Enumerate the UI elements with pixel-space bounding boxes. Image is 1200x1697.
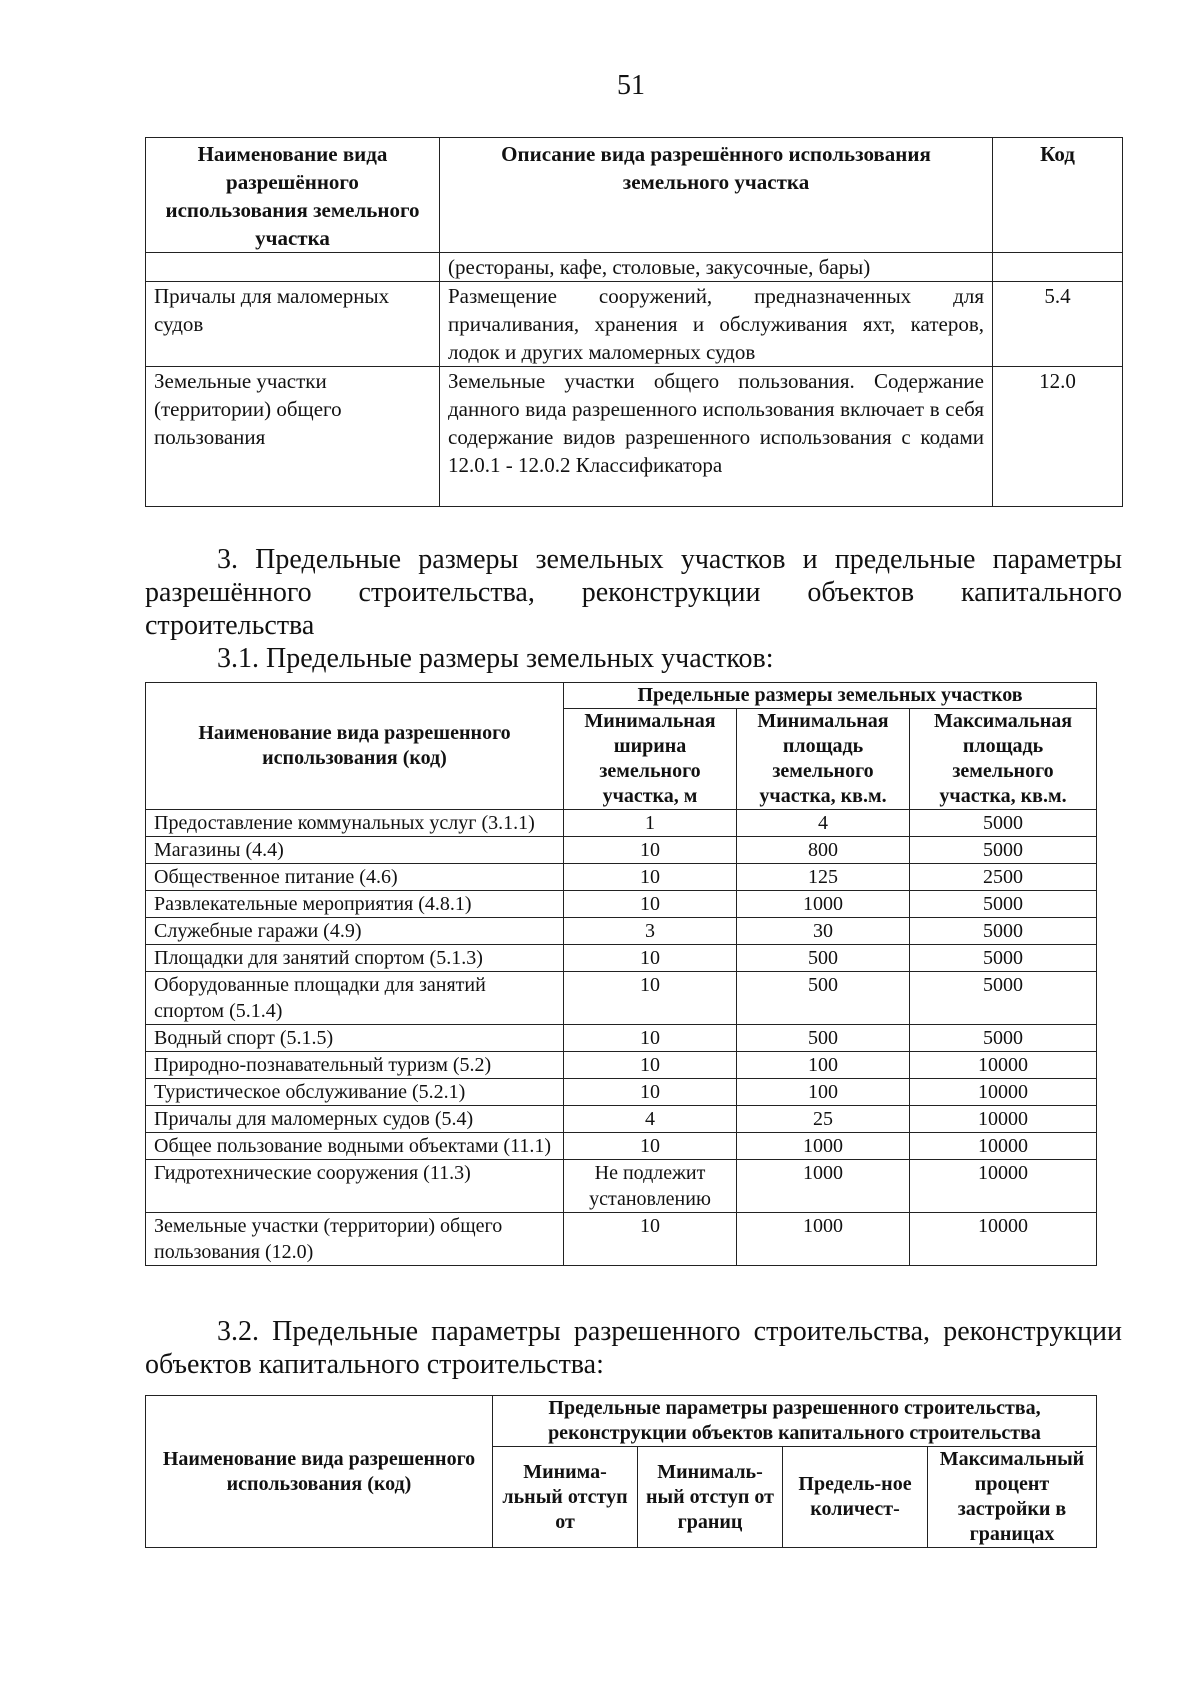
cell-name: Земельные участки (территории) общего пользования [146, 367, 440, 507]
table-header-row [146, 138, 1123, 253]
table-row [146, 367, 1123, 507]
table-row [146, 1160, 1097, 1213]
header-max-floors: Предель-ное количест- [783, 1447, 928, 1548]
table-row [146, 945, 1097, 972]
header-size-limits-group: Предельные размеры земельных участков [564, 683, 1097, 709]
cell-min-area: 500 [737, 945, 910, 972]
cell-min-width: Не подлежит установлению [564, 1160, 737, 1213]
cell-min-area: 500 [737, 1025, 910, 1052]
cell-min-area: 500 [737, 972, 910, 1025]
cell-min-width: 10 [564, 972, 737, 1025]
table-row [146, 972, 1097, 1025]
cell-min-width: 1 [564, 810, 737, 837]
header-max-area: Максимальная площадь земельного участка, кв.м. [910, 709, 1097, 810]
cell-max-area: 2500 [910, 864, 1097, 891]
cell-min-width: 10 [564, 1052, 737, 1079]
cell-min-width: 10 [564, 1079, 737, 1106]
table-row [146, 253, 1123, 282]
section-3-1-heading: 3.1. Предельные размеры земельных участков: [217, 643, 774, 674]
cell-max-area: 5000 [910, 837, 1097, 864]
cell-land-use: Водный спорт (5.1.5) [146, 1025, 564, 1052]
header-max-coverage: Максимальный процент застройки в границах [928, 1447, 1097, 1548]
cell-code [993, 253, 1123, 282]
cell-max-area: 5000 [910, 1025, 1097, 1052]
cell-land-use: Причалы для маломерных судов (5.4) [146, 1106, 564, 1133]
cell-min-area: 30 [737, 918, 910, 945]
cell-min-area: 100 [737, 1052, 910, 1079]
cell-min-width: 10 [564, 1025, 737, 1052]
table-row [146, 1052, 1097, 1079]
cell-land-use: Земельные участки (территории) общего пользования (12.0) [146, 1213, 564, 1266]
cell-land-use: Оборудованные площадки для занятий спортом (5.1.4) [146, 972, 564, 1025]
cell-min-area: 125 [737, 864, 910, 891]
cell-max-area: 10000 [910, 1213, 1097, 1266]
cell-land-use: Площадки для занятий спортом (5.1.3) [146, 945, 564, 972]
cell-min-width: 10 [564, 837, 737, 864]
cell-land-use: Магазины (4.4) [146, 837, 564, 864]
header-land-use-name: Наименование вида разрешенного использования (код) [146, 683, 564, 810]
cell-min-width: 10 [564, 945, 737, 972]
cell-min-area: 1000 [737, 1160, 910, 1213]
cell-min-width: 3 [564, 918, 737, 945]
cell-min-width: 4 [564, 1106, 737, 1133]
table-row [146, 1133, 1097, 1160]
cell-max-area: 5000 [910, 945, 1097, 972]
cell-min-area: 1000 [737, 891, 910, 918]
table-row [146, 1079, 1097, 1106]
cell-min-area: 1000 [737, 1133, 910, 1160]
table-row [146, 918, 1097, 945]
cell-max-area: 10000 [910, 1052, 1097, 1079]
cell-min-width: 10 [564, 1213, 737, 1266]
cell-description: (рестораны, кафе, столовые, закусочные, бары) [440, 253, 993, 282]
cell-land-use: Туристическое обслуживание (5.2.1) [146, 1079, 564, 1106]
cell-max-area: 10000 [910, 1106, 1097, 1133]
table-header-row [146, 1396, 1097, 1447]
header-min-area: Минимальная площадь земельного участка, кв.м. [737, 709, 910, 810]
land-plot-size-limits-table [145, 682, 1097, 1266]
cell-land-use: Общее пользование водными объектами (11.1) [146, 1133, 564, 1160]
page-number: 51 [617, 70, 645, 101]
cell-code: 12.0 [993, 367, 1123, 507]
table-row [146, 1025, 1097, 1052]
table-row [146, 810, 1097, 837]
cell-max-area: 5000 [910, 918, 1097, 945]
table-row [146, 1213, 1097, 1266]
table-body [146, 810, 1097, 1266]
table-row [146, 282, 1123, 367]
header-code: Код [993, 138, 1123, 253]
construction-parameters-table [145, 1395, 1097, 1548]
cell-land-use: Служебные гаражи (4.9) [146, 918, 564, 945]
table-row [146, 864, 1097, 891]
cell-name: Причалы для маломерных судов [146, 282, 440, 367]
cell-description: Размещение сооружений, предназначенных для причаливания, хранения и обслуживания яхт, катеров, лодок и других маломерных судов [440, 282, 993, 367]
cell-min-width: 10 [564, 864, 737, 891]
cell-land-use: Природно-познавательный туризм (5.2) [146, 1052, 564, 1079]
cell-name [146, 253, 440, 282]
cell-description: Земельные участки общего пользования. Содержание данного вида разрешенного использования включает в себя содержание видов разрешенного использования с кодами 12.0.1 - 12.0.2 Классификатора [440, 367, 993, 507]
cell-max-area: 5000 [910, 810, 1097, 837]
header-construction-params-group: Предельные параметры разрешенного строительства, реконструкции объектов капитального строительства [493, 1396, 1097, 1447]
cell-min-area: 1000 [737, 1213, 910, 1266]
cell-max-area: 5000 [910, 972, 1097, 1025]
cell-min-area: 100 [737, 1079, 910, 1106]
cell-min-width: 10 [564, 1133, 737, 1160]
section-3-heading: 3. Предельные размеры земельных участков и предельные параметры разрешённого строительства, реконструкции объектов капитального строительства [145, 544, 1122, 641]
cell-max-area: 5000 [910, 891, 1097, 918]
cell-land-use: Общественное питание (4.6) [146, 864, 564, 891]
cell-min-area: 25 [737, 1106, 910, 1133]
cell-code: 5.4 [993, 282, 1123, 367]
land-use-description-table [145, 137, 1123, 507]
cell-land-use: Предоставление коммунальных услуг (3.1.1) [146, 810, 564, 837]
table-row [146, 891, 1097, 918]
cell-min-area: 800 [737, 837, 910, 864]
cell-land-use: Гидротехнические сооружения (11.3) [146, 1160, 564, 1213]
header-min-setback-boundaries: Минималь-ный отступ от границ [638, 1447, 783, 1548]
table-row [146, 1106, 1097, 1133]
table-row [146, 837, 1097, 864]
header-land-use-name: Наименование вида разрешённого использования земельного участка [146, 138, 440, 253]
header-min-setback: Минима-льный отступ от [493, 1447, 638, 1548]
cell-max-area: 10000 [910, 1133, 1097, 1160]
section-3-2-heading: 3.2. Предельные параметры разрешенного строительства, реконструкции объектов капитального строительства: [145, 1316, 1122, 1380]
header-land-use-description: Описание вида разрешённого использования земельного участка [440, 138, 993, 253]
header-min-width: Минимальная ширина земельного участка, м [564, 709, 737, 810]
table-header-row [146, 683, 1097, 709]
cell-max-area: 10000 [910, 1079, 1097, 1106]
cell-max-area: 10000 [910, 1160, 1097, 1213]
cell-min-width: 10 [564, 891, 737, 918]
header-land-use-name: Наименование вида разрешенного использования (код) [146, 1396, 493, 1548]
cell-min-area: 4 [737, 810, 910, 837]
cell-land-use: Развлекательные мероприятия (4.8.1) [146, 891, 564, 918]
